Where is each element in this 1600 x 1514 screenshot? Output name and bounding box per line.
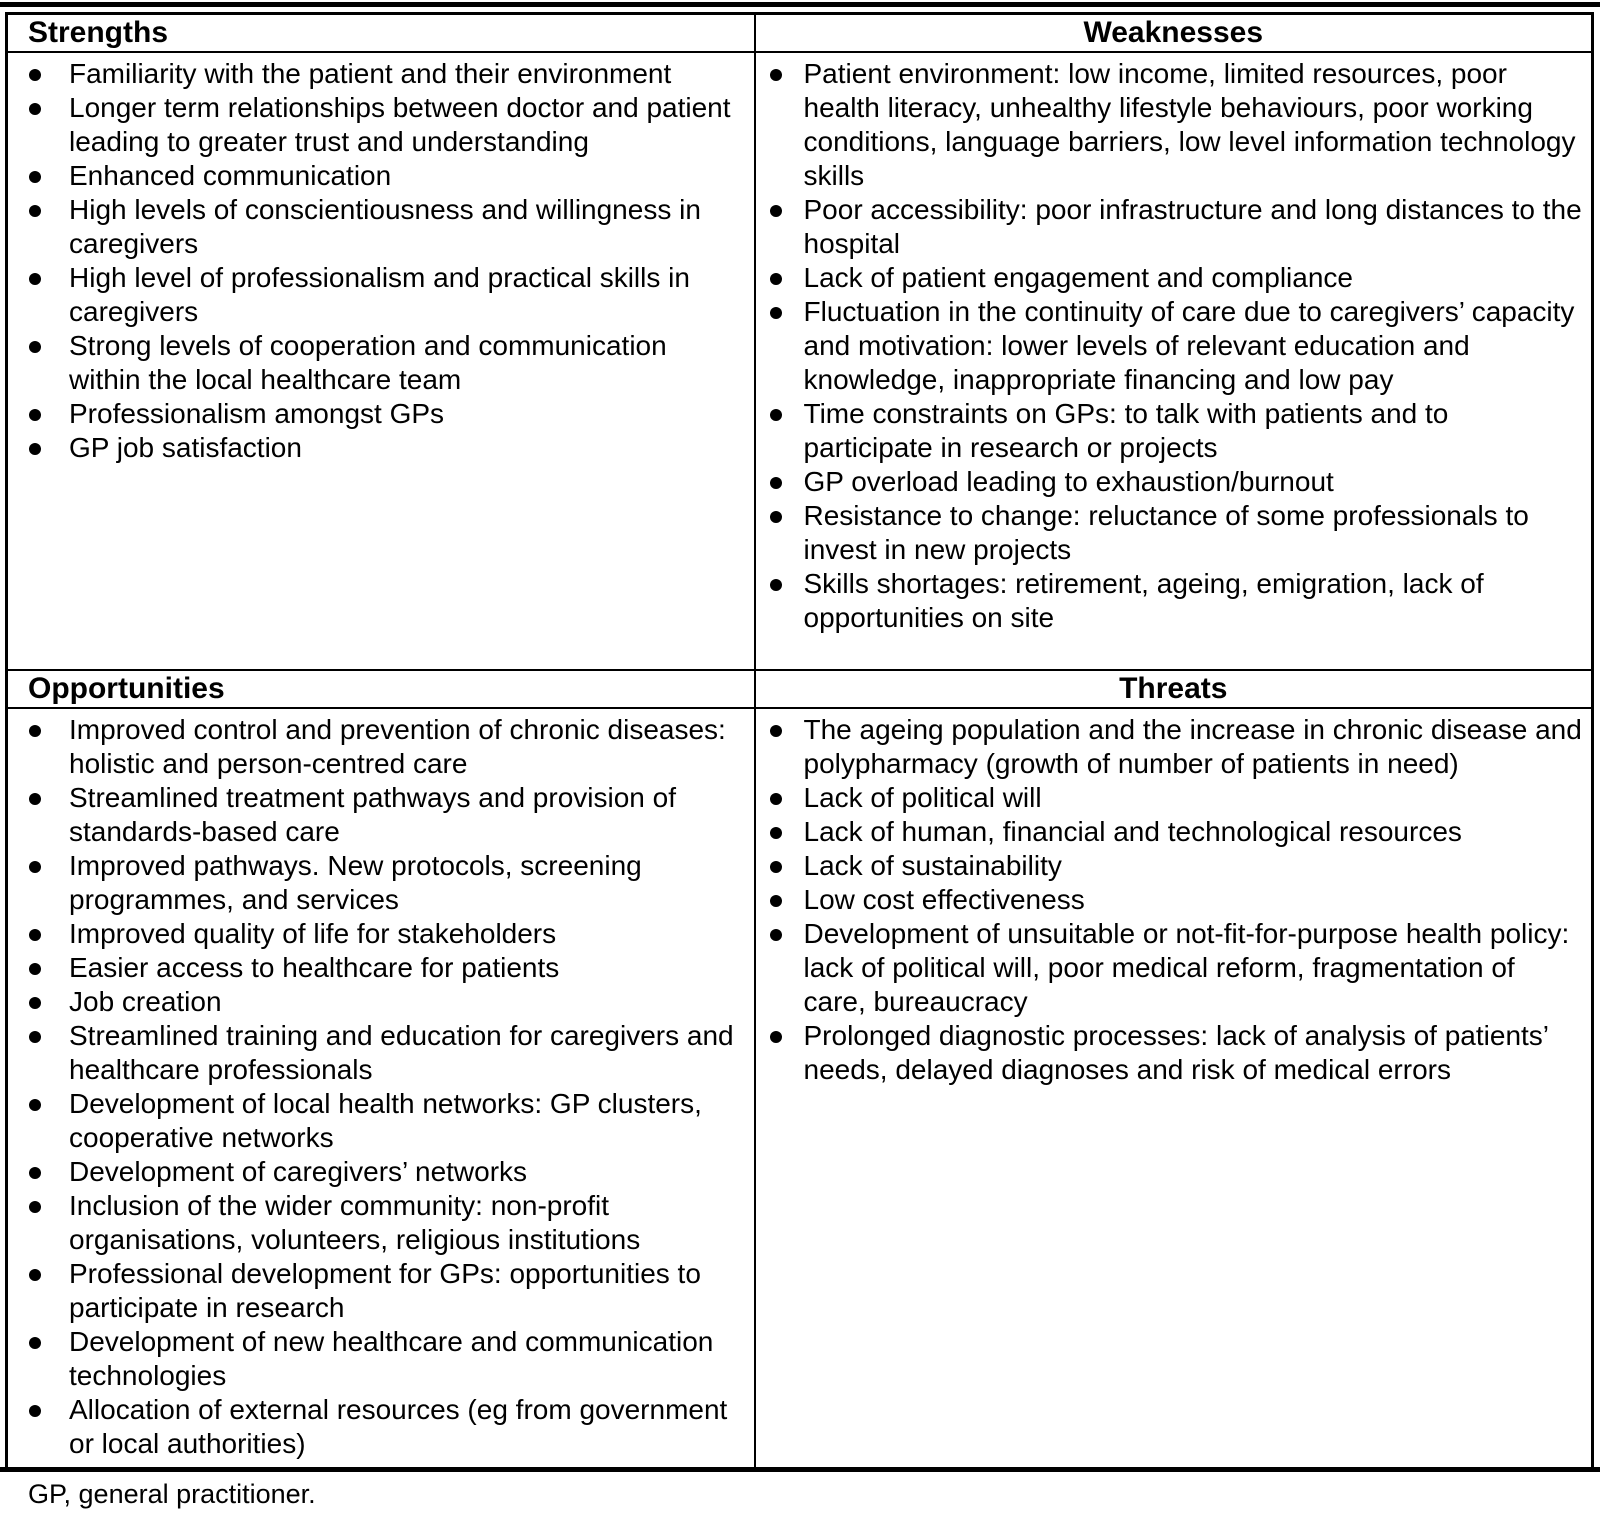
bullet-icon [29, 793, 41, 805]
bullet-icon [29, 997, 41, 1009]
list-item [756, 883, 1592, 917]
bullet-icon [29, 1031, 41, 1043]
list-item-text: High level of professionalism and practical skills in caregivers [69, 261, 690, 327]
list-item [756, 57, 1592, 193]
list-item [8, 261, 754, 329]
list-item [8, 985, 754, 1019]
strengths-cell [7, 52, 755, 670]
bullet-icon [29, 1337, 41, 1349]
bullet-icon [770, 69, 782, 81]
bullet-icon [770, 861, 782, 873]
list-item-text: Development of unsuitable or not-fit-for-purpose health policy: lack of political will, poor medical reform, fragmentation of care, bureaucracy [803, 917, 1570, 1017]
bullet-icon [29, 171, 41, 183]
bullet-icon [770, 273, 782, 285]
list-item [8, 329, 754, 397]
table-bottom-rule [0, 1467, 1600, 1472]
bullet-icon [29, 1269, 41, 1281]
list-item [8, 781, 754, 849]
list-item [8, 1257, 754, 1325]
list-item-text: GP overload leading to exhaustion/burnout [803, 465, 1334, 497]
list-item [8, 1325, 754, 1393]
list-item-text: Improved pathways. New protocols, screening programmes, and services [69, 849, 642, 915]
list-item-text: Lack of political will [803, 781, 1042, 813]
list-item-text: Development of caregivers’ networks [69, 1155, 528, 1187]
list-item [8, 1189, 754, 1257]
list-item [756, 917, 1592, 1019]
list-item-text: Professional development for GPs: opportunities to participate in research [69, 1257, 701, 1323]
list-item-text: Job creation [69, 985, 222, 1017]
list-item [756, 1019, 1592, 1087]
opportunities-list [8, 713, 754, 1461]
threats-header: Threats [755, 670, 1593, 708]
list-item [8, 1019, 754, 1087]
list-item [756, 465, 1592, 499]
weaknesses-list [756, 57, 1592, 635]
list-item-text: Lack of sustainability [803, 849, 1062, 881]
weaknesses-cell [755, 52, 1593, 670]
bullet-icon [770, 307, 782, 319]
bullet-icon [29, 273, 41, 285]
bullet-icon [29, 929, 41, 941]
list-item-text: Low cost effectiveness [803, 883, 1085, 915]
bullet-icon [770, 725, 782, 737]
bullet-icon [29, 725, 41, 737]
bullet-icon [770, 827, 782, 839]
bullet-icon [29, 963, 41, 975]
list-item [756, 193, 1592, 261]
swot-table [5, 12, 1594, 1470]
list-item-text: Time constraints on GPs: to talk with patients and to participate in research or projects [803, 397, 1449, 463]
list-item [8, 397, 754, 431]
bullet-icon [29, 205, 41, 217]
table-top-rule [0, 2, 1600, 7]
list-item-text: The ageing population and the increase in chronic disease and polypharmacy (growth of number of patients in need) [803, 713, 1582, 779]
list-item-text: Familiarity with the patient and their environment [69, 57, 672, 89]
bullet-icon [770, 205, 782, 217]
list-item [756, 849, 1592, 883]
strengths-header: Strengths [7, 14, 755, 52]
bullet-icon [29, 443, 41, 455]
list-item-text: Strong levels of cooperation and communication within the local healthcare team [69, 329, 667, 395]
bullet-icon [29, 1099, 41, 1111]
list-item [8, 159, 754, 193]
list-item-text: Improved quality of life for stakeholders [69, 917, 557, 949]
bullet-icon [29, 861, 41, 873]
list-item-text: Patient environment: low income, limited resources, poor health literacy, unhealthy lifestyle behaviours, poor working conditions, language barriers, low level information technology skills [803, 57, 1576, 191]
list-item [8, 57, 754, 91]
list-item [756, 815, 1592, 849]
strengths-list [8, 57, 754, 465]
list-item-text: Streamlined treatment pathways and provision of standards-based care [69, 781, 676, 847]
header-row-top [7, 14, 1593, 52]
list-item [756, 295, 1592, 397]
list-item [8, 431, 754, 465]
list-item-text: Prolonged diagnostic processes: lack of analysis of patients’ needs, delayed diagnoses and risk of medical errors [803, 1019, 1548, 1085]
bullet-icon [29, 1201, 41, 1213]
list-item [756, 713, 1592, 781]
list-item-text: Improved control and prevention of chronic diseases: holistic and person-centred care [69, 713, 726, 779]
bullet-icon [29, 1405, 41, 1417]
bullet-icon [29, 1167, 41, 1179]
opportunities-header: Opportunities [7, 670, 755, 708]
bullet-icon [770, 511, 782, 523]
list-item [756, 261, 1592, 295]
bullet-icon [770, 895, 782, 907]
list-item [8, 849, 754, 917]
bullet-icon [770, 1031, 782, 1043]
header-row-bottom [7, 670, 1593, 708]
threats-list [756, 713, 1592, 1087]
footnote: GP, general practitioner. [28, 1479, 316, 1509]
list-item [756, 781, 1592, 815]
bullet-icon [29, 409, 41, 421]
weaknesses-header: Weaknesses [755, 14, 1593, 52]
list-item [756, 567, 1592, 635]
list-item-text: Skills shortages: retirement, ageing, emigration, lack of opportunities on site [803, 567, 1484, 633]
list-item-text: Development of local health networks: GP clusters, cooperative networks [69, 1087, 702, 1153]
list-item [8, 713, 754, 781]
body-row-top [7, 52, 1593, 670]
bullet-icon [770, 409, 782, 421]
bullet-icon [770, 477, 782, 489]
list-item-text: Professionalism amongst GPs [69, 397, 445, 429]
list-item-text: Easier access to healthcare for patients [69, 951, 560, 983]
list-item [8, 1087, 754, 1155]
list-item-text: Poor accessibility: poor infrastructure and long distances to the hospital [803, 193, 1582, 259]
list-item [8, 1155, 754, 1189]
list-item [8, 1393, 754, 1461]
list-item-text: Lack of patient engagement and compliance [803, 261, 1353, 293]
list-item-text: Resistance to change: reluctance of some professionals to invest in new projects [803, 499, 1529, 565]
list-item-text: Enhanced communication [69, 159, 392, 191]
list-item [8, 91, 754, 159]
list-item-text: Fluctuation in the continuity of care due to caregivers’ capacity and motivation: lower levels of relevant education and knowledge, inappropriate financing and low pay [803, 295, 1575, 395]
bullet-icon [770, 793, 782, 805]
opportunities-cell [7, 708, 755, 1469]
list-item-text: Inclusion of the wider community: non-profit organisations, volunteers, religious institutions [69, 1189, 641, 1255]
bullet-icon [29, 341, 41, 353]
list-item [8, 917, 754, 951]
list-item-text: GP job satisfaction [69, 431, 302, 463]
bullet-icon [770, 929, 782, 941]
threats-cell [755, 708, 1593, 1469]
body-row-bottom [7, 708, 1593, 1469]
list-item [756, 499, 1592, 567]
list-item-text: Allocation of external resources (eg from government or local authorities) [69, 1393, 728, 1459]
list-item-text: Longer term relationships between doctor and patient leading to greater trust and understanding [69, 91, 731, 157]
list-item-text: Development of new healthcare and communication technologies [69, 1325, 714, 1391]
list-item [8, 951, 754, 985]
list-item-text: Lack of human, financial and technological resources [803, 815, 1462, 847]
bullet-icon [29, 103, 41, 115]
bullet-icon [770, 579, 782, 591]
list-item-text: High levels of conscientiousness and willingness in caregivers [69, 193, 701, 259]
list-item-text: Streamlined training and education for caregivers and healthcare professionals [69, 1019, 734, 1085]
list-item [8, 193, 754, 261]
bullet-icon [29, 69, 41, 81]
list-item [756, 397, 1592, 465]
